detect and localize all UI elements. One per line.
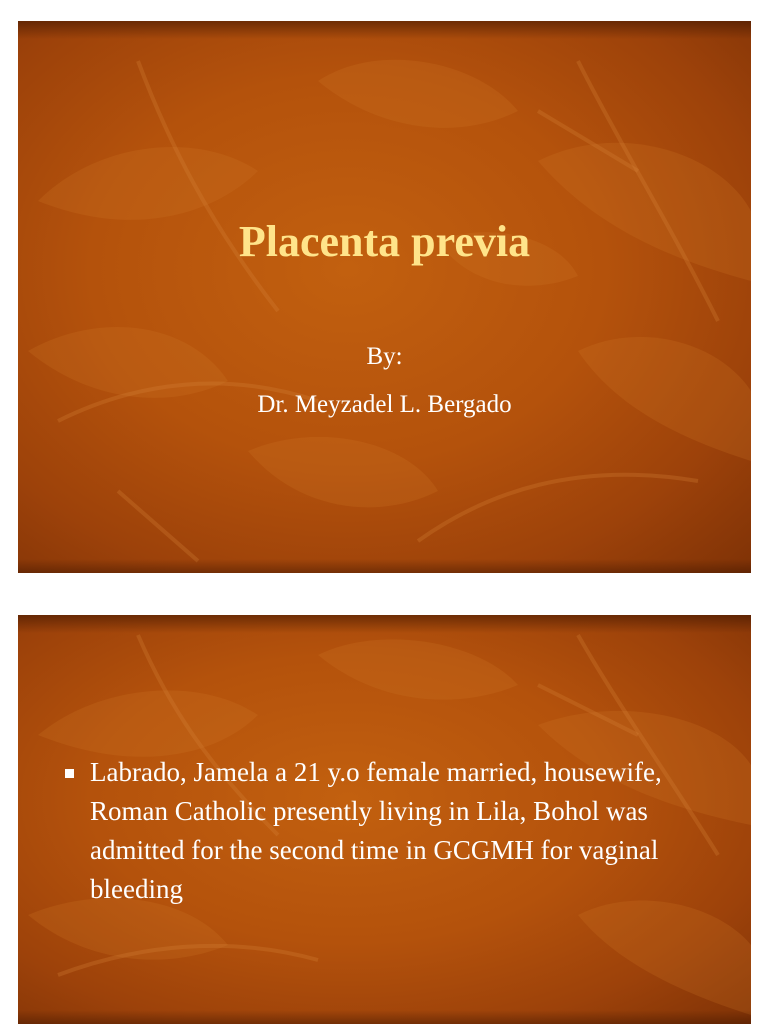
case-slide-content [18,615,751,1024]
title-slide-content [18,21,751,573]
case-slide [18,615,751,1024]
list-item [62,753,722,909]
bullet-text: Labrado, Jamela a 21 y.o female married, housewife, Roman Catholic presently living in Lila, Bohol was admitted for the second time in GCGMH for vaginal bleeding [90,757,662,904]
title-slide [18,21,751,573]
bullet-list [62,753,722,909]
by-label: By: [366,343,403,370]
author-name: Dr. Meyzadel L. Bergado [257,391,512,418]
square-bullet-icon [65,769,74,778]
slide-title: Placenta previa [238,217,531,266]
